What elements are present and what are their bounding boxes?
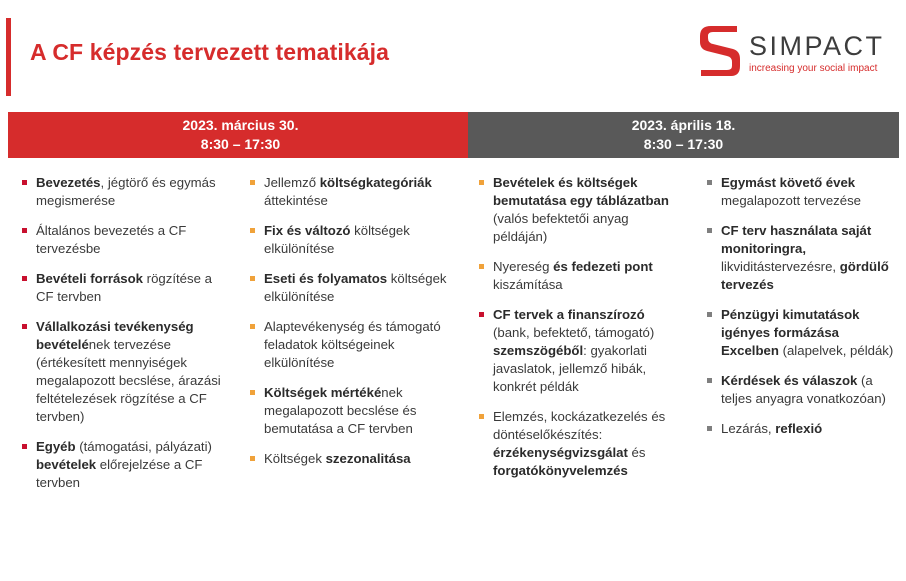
topic-text-bold: CF terv használata saját monitoringra, xyxy=(721,223,872,256)
topic-text: megalapozott tervezése xyxy=(721,193,862,208)
topic-text: és xyxy=(627,445,646,460)
topic-text-bold: érzékenységvizsgálat xyxy=(493,445,628,460)
topic-item xyxy=(250,174,450,210)
topic-item xyxy=(22,318,222,426)
topic-column-2 xyxy=(250,174,450,480)
topic-text-bold: szezonalitása xyxy=(325,451,411,466)
simpact-logo xyxy=(697,21,897,81)
topic-text-bold: Kérdések és válaszok xyxy=(721,373,858,388)
topic-text: Elemzés, kockázatkezelés és döntéselőkészítés: xyxy=(493,409,666,442)
topic-text: Nyereség xyxy=(493,259,554,274)
day1-header xyxy=(8,112,473,158)
topic-text: költségek elkülönítése xyxy=(264,223,410,256)
topic-column-3 xyxy=(479,174,679,492)
logo-wordmark: SIMPACT xyxy=(749,31,885,61)
topic-text: (bank, befektető, támogató) xyxy=(493,325,655,340)
topic-text-bold: Fix és változó xyxy=(264,223,351,238)
topic-item xyxy=(22,222,222,258)
topic-item xyxy=(479,258,679,294)
topic-item xyxy=(250,450,450,468)
topic-text-bold: Pénzügyi kimutatások igényes formázása Excelben xyxy=(721,307,860,358)
day1-time: 8:30 – 17:30 xyxy=(200,136,281,152)
topic-text: Általános bevezetés a CF tervezésbe xyxy=(36,223,187,256)
topic-text: : gyakorlati javaslatok, jellemző hibák, konkrét példák xyxy=(493,343,647,394)
topic-item xyxy=(479,306,679,396)
topic-item xyxy=(707,420,897,438)
topic-column-4 xyxy=(707,174,897,450)
topic-text: Alaptevékenység és támogató feladatok költségeinek elkülönítése xyxy=(264,319,441,370)
topic-text-bold: gördülő tervezés xyxy=(721,259,889,292)
topic-text: rögzítése a CF tervben xyxy=(36,271,212,304)
topic-text: (valós befektetői anyag példáján) xyxy=(493,211,629,244)
topic-item xyxy=(22,174,222,210)
topic-text: (alapelvek, példák) xyxy=(778,343,894,358)
topic-item xyxy=(250,384,450,438)
topic-text-bold: reflexió xyxy=(775,421,823,436)
topic-item xyxy=(250,222,450,258)
topic-text: Költségek xyxy=(264,451,326,466)
topic-text: költségek elkülönítése xyxy=(264,271,447,304)
topic-item xyxy=(707,222,897,294)
topic-text-bold: Eseti és folyamatos xyxy=(264,271,388,286)
day2-header xyxy=(468,112,899,158)
logo-tagline: increasing your social impact xyxy=(749,63,878,74)
topic-text: nek tervezése (értékesített mennyiségek megalapozott becslése, árazási feltételezések rögzítése a CF tervben) xyxy=(36,337,221,424)
topic-text-bold: bevételek xyxy=(36,457,97,472)
topic-item xyxy=(707,372,897,408)
topic-text-bold: költségkategóriák xyxy=(319,175,432,190)
topic-text: kiszámítása xyxy=(493,277,563,292)
topic-text-bold: Bevételi források xyxy=(36,271,144,286)
topic-text: Lezárás, xyxy=(721,421,776,436)
topic-item xyxy=(707,174,897,210)
topic-text-bold: Egymást követő évek xyxy=(721,175,856,190)
topic-item xyxy=(707,306,897,360)
topic-text: Jellemző xyxy=(264,175,320,190)
topic-text-bold: Bevételek és költségek bemutatása egy táblázatban xyxy=(493,175,669,208)
day2-time: 8:30 – 17:30 xyxy=(643,136,724,152)
topic-item xyxy=(22,438,222,492)
topic-text: áttekintése xyxy=(264,193,328,208)
simpact-s-logo-icon xyxy=(697,23,743,79)
topic-text: likviditástervezésre, xyxy=(721,259,840,274)
topic-item xyxy=(250,318,450,372)
topic-item xyxy=(479,174,679,246)
topic-item xyxy=(250,270,450,306)
topic-text-bold: Vállalkozási tevékenység bevételé xyxy=(36,319,194,352)
day1-date: 2023. március 30. xyxy=(182,117,299,133)
topic-text: (támogatási, pályázati) xyxy=(75,439,212,454)
topic-text-bold: Egyéb xyxy=(36,439,76,454)
topic-text-bold: CF tervek a finanszírozó xyxy=(493,307,645,322)
topic-text-bold: és fedezeti pont xyxy=(553,259,653,274)
topic-text: , jégtörő és egymás megismerése xyxy=(36,175,216,208)
page-title: A CF képzés tervezett tematikája xyxy=(30,39,389,65)
topic-text-bold: Bevezetés xyxy=(36,175,101,190)
day2-date: 2023. április 18. xyxy=(631,117,736,133)
topic-item xyxy=(22,270,222,306)
topic-text-bold: forgatókönyvelemzés xyxy=(493,463,628,478)
title-accent-bar xyxy=(6,18,11,96)
topic-column-1 xyxy=(22,174,222,504)
topic-text-bold: Költségek mértéké xyxy=(264,385,382,400)
topic-text: (a teljes anyagra vonatkozóan) xyxy=(721,373,886,406)
topic-item xyxy=(479,408,679,480)
topic-text-bold: szemszögéből xyxy=(493,343,584,358)
topic-text: nek megalapozott becslése és bemutatása a CF tervben xyxy=(264,385,417,436)
topic-text: előrejelzése a CF tervben xyxy=(36,457,203,490)
